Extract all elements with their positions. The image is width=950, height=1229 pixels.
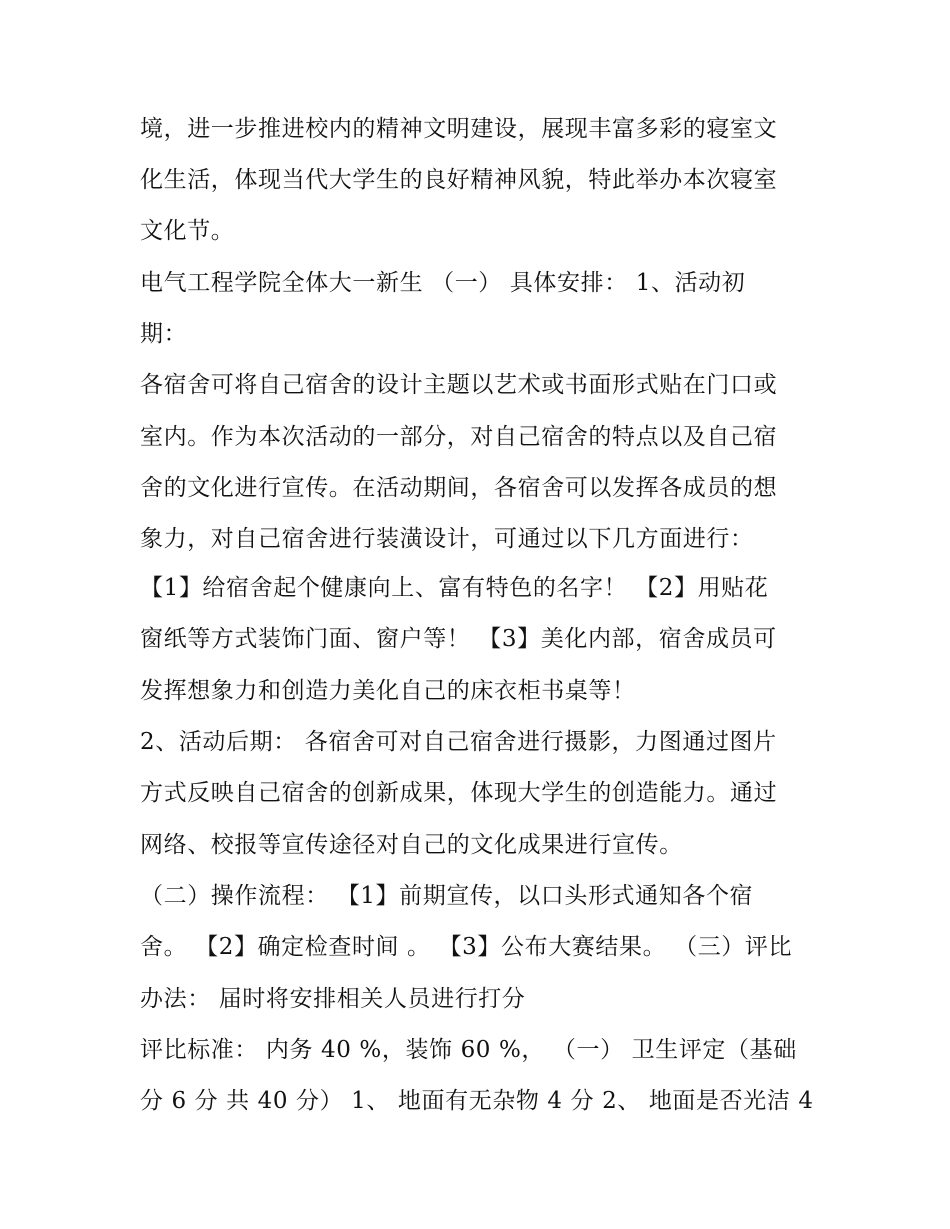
text-line: 发挥想象力和创造力美化自己的床衣柜书桌等！ — [140, 678, 636, 704]
text-line: 舍的文化进行宣传。在活动期间，各宿舍可以发挥各成员的想 — [140, 475, 778, 501]
text-line: 2、活动后期： 各宿舍可对自己宿舍进行摄影，力图通过图片 — [140, 729, 777, 755]
text-line: 评比标准： 内务 40 %，装饰 60 %， （一） 卫生评定（基础 — [140, 1037, 797, 1063]
text-line: 文化节。 — [140, 218, 235, 244]
text-line: 【1】给宿舍起个健康向上、富有特色的名字！ 【2】用贴花 — [140, 575, 769, 601]
text-line: 分 6 分 共 40 分） 1、 地面有无杂物 4 分 2、 地面是否光洁 4 — [140, 1088, 814, 1114]
text-line: 办法： 届时将安排相关人员进行打分 — [140, 986, 526, 1012]
text-line: 境，进一步推进校内的精神文明建设，展现丰富多彩的寝室文 — [140, 116, 778, 142]
text-line: 室内。作为本次活动的一部分，对自己宿舍的特点以及自己宿 — [140, 424, 778, 450]
text-line: 网络、校报等宣传途径对自己的文化成果进行宣传。 — [140, 832, 683, 858]
text-line: 象力，对自己宿舍进行装潢设计，可通过以下几方面进行： — [140, 526, 754, 552]
text-line: 各宿舍可将自己宿舍的设计主题以艺术或书面形式贴在门口或 — [140, 372, 778, 398]
text-line: （二）操作流程： 【1】前期宣传，以口头形式通知各个宿 — [140, 883, 754, 909]
text-line: 期： — [140, 321, 188, 347]
text-line: 化生活，体现当代大学生的良好精神风貌，特此举办本次寝室 — [140, 167, 778, 193]
text-line: 窗纸等方式装饰门面、窗户等！ 【3】美化内部，宿舍成员可 — [140, 626, 777, 652]
text-line: 方式反映自己宿舍的创新成果，体现大学生的创造能力。通过 — [140, 780, 778, 806]
text-line: 电气工程学院全体大一新生 （一） 具体安排： 1、活动初 — [140, 270, 746, 296]
text-line: 舍。 【2】确定检查时间 。 【3】公布大赛结果。 （三）评比 — [140, 934, 793, 960]
